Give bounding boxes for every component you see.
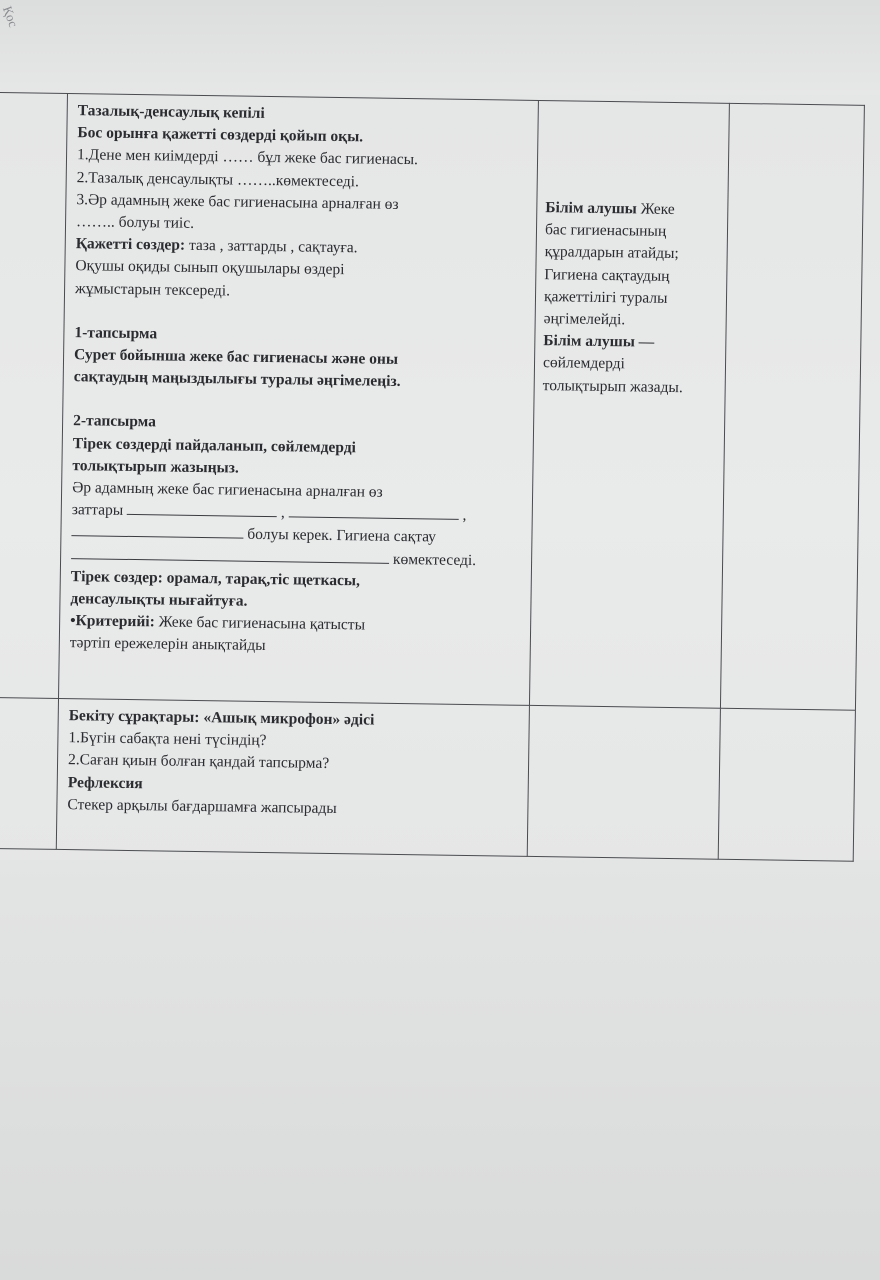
fill-item-3: 3.Әр адамның жеке бас гигиенасына арналған өз [76,190,399,213]
result-line-8: толықтырып жазады. [542,376,683,396]
empty-cell-final-1 [527,705,720,859]
needed-words-label: Қажетті сөздер: [75,235,186,254]
final-question-1: 1.Бүгін сабақта нені түсіндің? [68,729,267,750]
final-content-cell [56,698,529,856]
lesson-plan-table [0,92,865,862]
task1-line-2: сақтаудың маңыздылығы туралы әңгімелеңіз. [73,368,401,391]
lesson-sheet [0,92,880,885]
result-line-7: сөйлемдерді [542,354,626,373]
fill-item-3-cont: …….. болуы тиіс. [75,213,195,232]
fill-item-1: 1.Дене мен киімдерді …… бұл жеке бас гигиенасы. [76,146,419,169]
criteria-label: •Критерийі: [70,612,155,631]
table-row-final [0,697,855,861]
page-background-bottom [0,860,880,1280]
stub-cell-final [0,697,59,849]
corner-mark: Қос [0,4,22,30]
reflection-title: Рефлексия [67,773,143,792]
task2-text-1: Әр адамның жеке бас гигиенасына арналған өз [72,479,383,501]
result-line-1 [545,197,723,222]
result-label-2: Білім алушы — [543,332,655,351]
check-line-1: Оқушы оқиды сынып оқушылары өздері [75,257,345,279]
needed-words-list: таза , заттарды , сақтауға. [185,236,358,257]
task2-line-2: толықтырып жазыңыз. [72,456,239,477]
final-question-2: 2.Саған қиын болған қандай тапсырма? [67,751,330,773]
result-line-3: құралдарын атайды; [544,243,679,263]
fill-item-2: 2.Тазалық денсаулықты ……..көмектеседі. [76,168,360,190]
reflection-text: Стекер арқылы бағдаршамға жапсырады [67,795,337,817]
result-line-5: қажеттілігі туралы [543,287,668,307]
instruction-text: Бос орынға қажетті сөздерді қойып оқы. [77,124,364,146]
task2-text-4-word: көмектеседі. [392,550,477,569]
main-content-cell [59,94,539,706]
final-title: Бекіту сұрақтары: «Ашық микрофон» әдісі [68,707,375,729]
section-title: Тазалық-денсаулық кепілі [77,102,265,122]
stub-cell [0,92,67,698]
result-line-4: Гигиена сақтаудың [544,265,670,285]
task2-line-1: Тірек сөздерді пайдаланып, сөйлемдерді [72,434,357,456]
blank-line-1 [127,502,277,517]
task1-title: 1-тапсырма [74,323,158,343]
empty-cell-final-2 [718,708,855,861]
empty-cell [720,103,864,710]
criteria-text: Жеке бас гигиенасына қатысты [154,613,366,634]
task2-title: 2-тапсырма [73,412,157,431]
table-row-task [0,92,864,710]
result-line-1-text: Жеке [636,200,675,219]
expected-result-text [535,101,729,400]
blank-line-3 [71,524,243,540]
support-words-2: денсаулықты нығайтуға. [70,590,248,610]
check-line-2: жұмыстарын тексереді. [74,279,231,300]
expected-result-cell [529,100,729,708]
result-line-2: бас гигиенасының [544,221,667,241]
support-words-1: Тірек сөздер: орамал, тарақ,тіс щеткасы, [70,567,361,590]
criteria-line-2: тәртіп ережелерін анықтайды [69,634,266,655]
task2-text-3-words: болуы керек. Гигиена сақтау [247,526,437,546]
result-line-6: әңгімелейді. [543,310,626,329]
blank-line-4 [71,546,389,564]
page-background-top [0,0,880,95]
task2-text-2-word: заттары [71,501,124,520]
task1-line-1: Сурет бойынша жеке бас гигиенасы және оны [73,346,399,368]
task2-text-2: заттары , , [71,501,467,525]
result-label-1: Білім алушы [545,199,637,218]
blank-line-2 [289,505,459,521]
